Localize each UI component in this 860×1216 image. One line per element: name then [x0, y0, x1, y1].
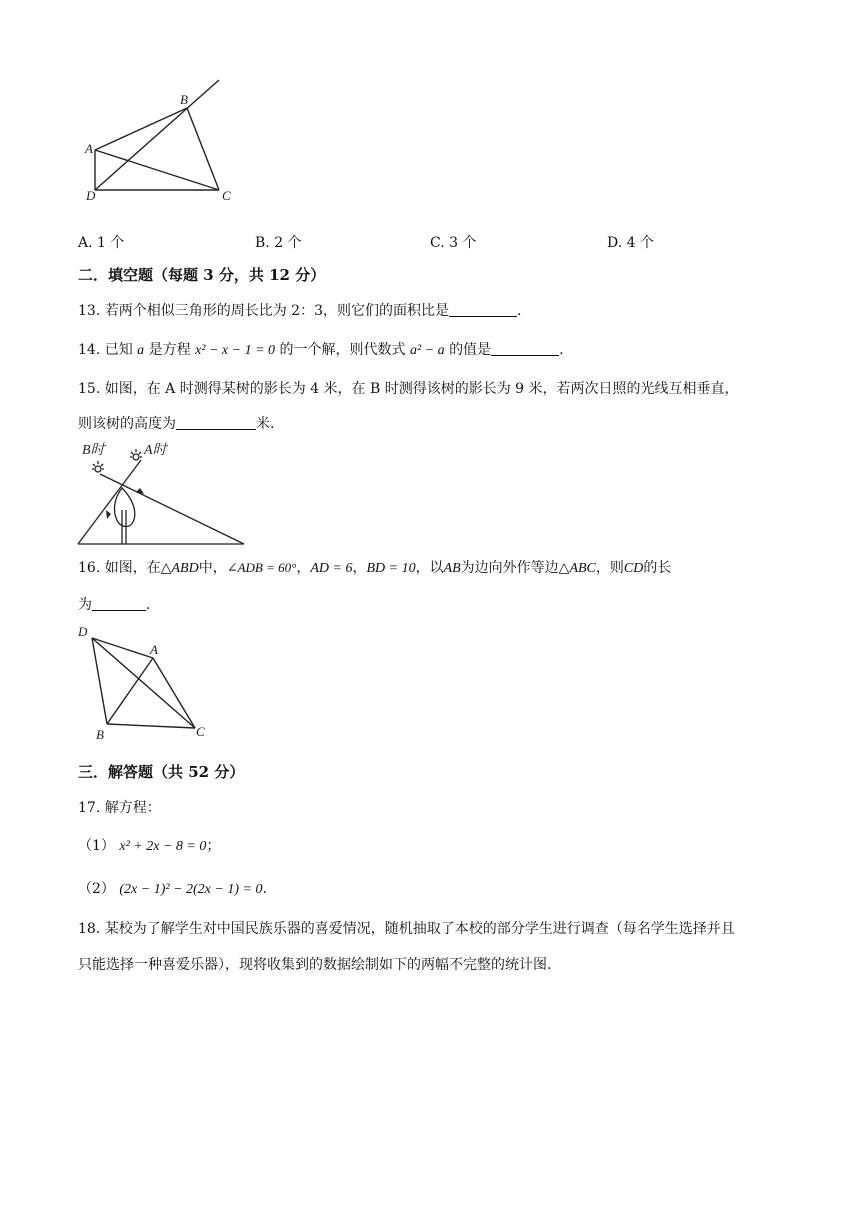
option-a: A. 1 个: [78, 235, 125, 251]
question-15-line-1: [78, 378, 739, 398]
fig16-line-db: [92, 638, 107, 724]
q17-p2-end: .: [262, 881, 267, 897]
q16-bd: BD = 10: [366, 561, 416, 576]
fig16-line-ac: [153, 658, 195, 728]
q15-answer-blank: [176, 417, 256, 430]
fig16-line-ab: [107, 658, 153, 724]
q16-end: .: [146, 597, 151, 613]
question-15-line-2: [78, 413, 274, 433]
q14-equation: x² − x − 1 = 0: [195, 343, 276, 358]
q14-answer-blank: [491, 343, 559, 356]
q16-triangle-abd: △ABD: [160, 561, 199, 576]
q17-text: 解方程：: [104, 800, 161, 816]
option-d: D. 4 个: [607, 235, 654, 251]
q16-ab: AB: [443, 561, 461, 576]
q16-post: 的长: [643, 560, 672, 576]
q14-mid2: 的一个解，则代数式: [279, 342, 406, 358]
q17-number: 17.: [78, 800, 101, 816]
q15-line1: 如图，在 A 时测得某树的影长为 4 米，在 B 时测得该树的影长为 9 米，若两次日照的光线互相垂直，: [104, 381, 739, 397]
question-13: [78, 300, 521, 320]
q16-ad: AD = 6: [310, 561, 353, 576]
fig12-label-a: A: [85, 141, 93, 156]
q18-line2: 只能选择一种喜爱乐器），现将收集到的数据绘制如下的两幅不完整的统计图.: [78, 957, 552, 973]
question-17-part-2: [78, 878, 267, 898]
q17-p1-equation: x² + 2x − 8 = 0: [119, 839, 207, 854]
fig15-arrow-a: [106, 510, 111, 519]
option-c: C. 3 个: [430, 235, 477, 251]
q14-pre: 已知: [104, 342, 133, 358]
q17-p2-label: （2）: [78, 881, 115, 897]
question-17-part-1: [78, 835, 220, 855]
sun-b-icon: [95, 466, 101, 472]
question-14: [78, 339, 564, 359]
fig16-label-d: D: [78, 624, 88, 639]
q14-expression: a² − a: [409, 343, 445, 358]
q14-mid1: 是方程: [148, 342, 191, 358]
q18-line1: 某校为了解学生对中国民族乐器的喜爱情况，随机抽取了本校的部分学生进行调查（每名学生选择并且: [104, 921, 735, 937]
q17-p2-equation: (2x − 1)² − 2(2x − 1) = 0: [119, 882, 263, 897]
question-17: [78, 797, 161, 817]
q16-pre: 如图，在: [104, 560, 161, 576]
sun-b-rays: [92, 461, 104, 469]
q17-p1-label: （1）: [78, 838, 115, 854]
q13-end: .: [516, 303, 522, 319]
question-16-line-2: [78, 594, 150, 614]
q16-answer-blank: [92, 598, 146, 611]
fig15-label-b-time: B时: [82, 443, 105, 458]
q18-number: 18.: [78, 921, 101, 937]
fig12-line-bc: [187, 108, 219, 190]
q16-figure: [78, 624, 218, 744]
fig16-line-da: [92, 638, 153, 658]
fig15-tree-crown: [115, 488, 135, 527]
fig16-line-dc: [92, 638, 195, 728]
section-2-heading: 二．填空题（每题 3 分，共 12 分）: [78, 266, 326, 284]
fig16-label-c: C: [196, 724, 205, 739]
q16-cd: CD: [623, 561, 644, 576]
fig12-label-b: B: [180, 92, 188, 107]
q14-var-a: a: [137, 343, 145, 358]
q13-answer-blank: [449, 304, 517, 317]
fig16-label-b: B: [96, 727, 104, 742]
q13-number: 13.: [78, 303, 101, 319]
q16-line2: 为: [78, 597, 92, 613]
fig12-line-ab: [95, 108, 187, 150]
q16-mid2: ，以: [415, 560, 444, 576]
sun-a-icon: [133, 454, 139, 460]
q16-sep1: ，: [296, 560, 311, 576]
fig16-label-a: A: [150, 642, 158, 657]
q13-text: 若两个相似三角形的周长比为 2：3，则它们的面积比是: [104, 303, 449, 319]
q16-mid3: 为边向外作等边: [460, 560, 559, 576]
q16-mid1: 中，: [198, 560, 227, 576]
option-b: B. 2 个: [255, 235, 302, 251]
fig15-label-a-time: A时: [144, 443, 167, 458]
q15-line2-pre: 则该树的高度为: [78, 416, 176, 432]
fig16-line-bc: [107, 724, 195, 728]
question-18-line-1: [78, 918, 735, 938]
q16-angle: ∠ADB = 60°: [226, 560, 297, 575]
q15-figure: [78, 440, 248, 548]
q16-mid4: ，则: [595, 560, 624, 576]
fig12-line-ray: [95, 80, 219, 190]
q16-sep2: ，: [352, 560, 367, 576]
q17-p1-end: ；: [206, 838, 221, 854]
fig12-line-ac: [95, 150, 219, 190]
q15-line2-post: 米.: [256, 416, 275, 432]
fig12-label-d: D: [86, 188, 96, 203]
q15-number: 15.: [78, 381, 101, 397]
question-16-line-1: [78, 557, 671, 577]
question-18-line-2: [78, 954, 551, 974]
q16-triangle-abc: △ABC: [558, 561, 596, 576]
q14-end: .: [559, 342, 564, 358]
fig12-label-c: C: [222, 188, 231, 203]
q14-number: 14.: [78, 342, 101, 358]
q12-figure: [78, 78, 238, 208]
section-3-heading: 三．解答题（共 52 分）: [78, 763, 245, 781]
q14-post: 的值是: [449, 342, 492, 358]
q16-number: 16.: [78, 560, 101, 576]
sun-a-rays: [130, 449, 142, 457]
